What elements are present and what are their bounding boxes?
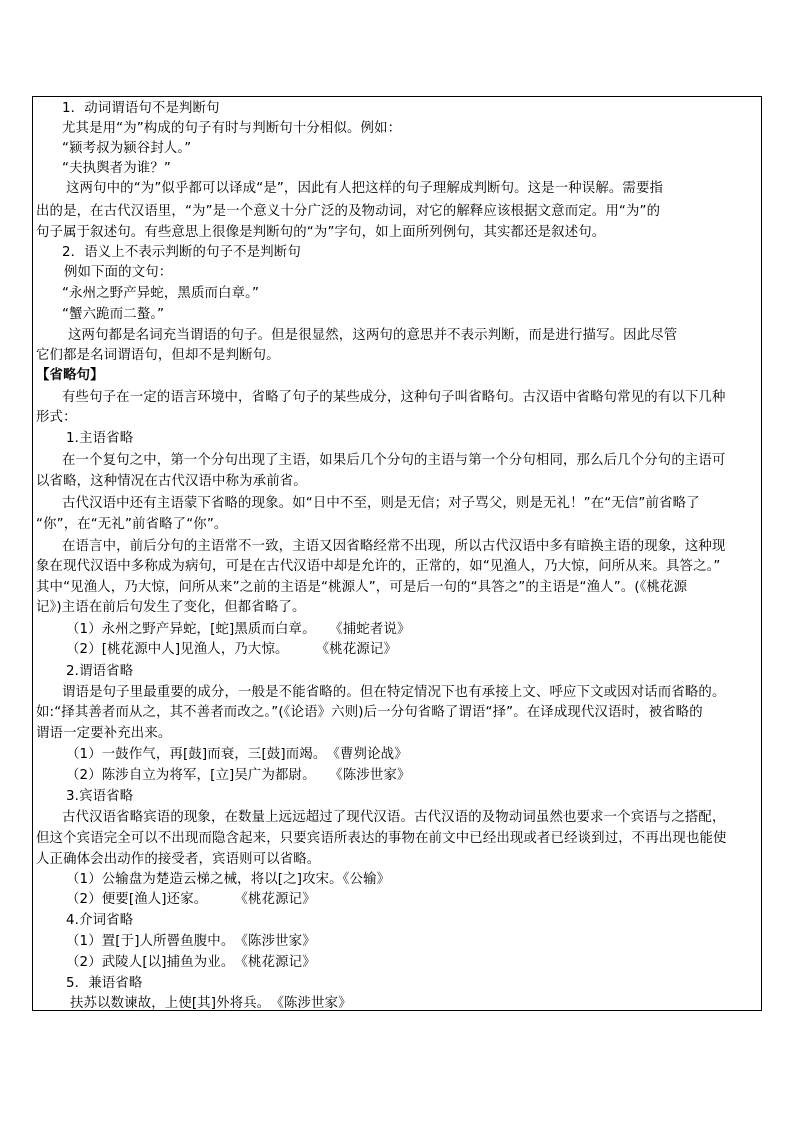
- paragraph-line: 这两句中的“为”似乎都可以译成“是”，因此有人把这样的句子理解成判断句。这是一种误解。需要指: [66, 181, 664, 196]
- subheading-preposition: 4.介词省略: [66, 913, 134, 928]
- example-quote: “颍考叔为颍谷封人。”: [62, 141, 192, 156]
- example-item: （2）陈涉自立为将军，[立]吴广为都尉。 《陈涉世家》: [66, 768, 411, 783]
- paragraph-line: 象在现代汉语中多称成为病句，可是在古代汉语中却是允许的，正常的，如“见渔人，乃大惊，问所从来。具答之。”: [36, 559, 721, 574]
- paragraph-line: 古代汉语中还有主语蒙下省略的现象。如“日中不至，则是无信；对子骂父，则是无礼！”在“无信”前省略了: [62, 496, 700, 511]
- paragraph-line: 形式：: [36, 410, 77, 425]
- paragraph-line: 但这个宾语完全可以不出现而隐含起来，只要宾语所表达的事物在前文中已经出现或者已经谈到过，不再出现也能使: [36, 831, 727, 846]
- paragraph-line: 古代汉语省略宾语的现象，在数量上远远超过了现代汉语。古代汉语的及物动词虽然也要求一个宾语与之搭配，: [62, 810, 726, 825]
- paragraph-line: 如:“择其善者而从之，其不善者而改之。”(《论语》六则)后一分句省略了谓语“择”。在译成现代汉语时，被省略的: [36, 705, 703, 720]
- paragraph-line: 在一个复句之中，第一个分句出现了主语，如果后几个分句的主语与第一个分句相同，那么后几个分句的主语可: [62, 453, 726, 468]
- example-item: （1）公输盘为楚造云梯之械，将以[之]攻宋。《公输》: [66, 872, 391, 887]
- example-item: （2）武陵人[以]捕鱼为业。 《桃花源记》: [66, 955, 316, 970]
- paragraph-line: 它们都是名词谓语句，但却不是判断句。: [36, 348, 280, 363]
- heading-semantic: 2．语义上不表示判断的句子不是判断句: [62, 245, 301, 260]
- heading-verb-predicate: 1．动词谓语句不是判断句: [62, 101, 220, 116]
- subheading-predicate: 2.谓语省略: [66, 664, 134, 679]
- subheading-subject: 1.主语省略: [66, 431, 134, 446]
- example-item: （2）[桃花源中人]见渔人，乃大惊。 《桃花源记》: [66, 642, 397, 657]
- subheading-pivot: 5．兼语省略: [66, 976, 143, 991]
- paragraph-line: 以省略，这种情况在古代汉语中称为承前省。: [36, 474, 307, 489]
- subheading-object: 3.宾语省略: [66, 789, 134, 804]
- paragraph-line: 出的是，在古代汉语里，“为”是一个意义十分广泛的及物动词，对它的解释应该根据文意而定。用“为”的: [36, 204, 661, 219]
- example-item: （1）一鼓作气，再[鼓]而衰，三[鼓]而竭。 《曹刿论战》: [66, 747, 408, 762]
- example-quote: “夫执舆者为谁？”: [62, 161, 171, 176]
- paragraph-line: 记》)主语在前后句发生了变化，但都省略了。: [36, 600, 306, 615]
- paragraph-line: 有些句子在一定的语言环境中，省略了句子的某些成分，这种句子叫省略句。古汉语中省略句常见的有以下几种: [62, 390, 726, 405]
- example-item: （1）永州之野产异蛇，[蛇]黑质而白章。 《捕蛇者说》: [66, 622, 411, 637]
- paragraph-line: 其中“见渔人，乃大惊，问所从来”之前的主语是“桃源人”，可是后一句的“具答之”的主语是“渔人”。(《桃花源: [36, 580, 688, 595]
- section-heading-ellipsis: 【省略句】: [36, 368, 104, 383]
- paragraph-line: 尤其是用“为”构成的句子有时与判断句十分相似。例如：: [62, 121, 402, 136]
- paragraph-line: 谓语是句子里最重要的成分，一般是不能省略的。但在特定情况下也有承接上文、呼应下文或因对话而省略的。: [62, 685, 726, 700]
- example-quote: “蟹六跪而二螯。”: [62, 307, 165, 322]
- paragraph-line: “你”，在“无礼”前省略了“你”。: [36, 517, 228, 532]
- paragraph-line: 在语言中，前后分句的主语常不一致，主语又因省略经常不出现，所以古代汉语中多有暗换主语的现象，这种现: [62, 539, 726, 554]
- paragraph-line: 例如下面的文句：: [64, 265, 173, 280]
- example-item: （2）便要[渔人]还家。 《桃花源记》: [66, 892, 316, 907]
- example-quote: “永州之野产异蛇，黑质而白章。”: [62, 286, 260, 301]
- paragraph-line: 人正确体会出动作的接受者，宾语则可以省略。: [36, 852, 321, 867]
- paragraph-line: 谓语一定要补充出来。: [36, 726, 172, 741]
- paragraph-line: 这两句都是名词充当谓语的句子。但是很显然，这两句的意思并不表示判断，而是进行描写。因此尽管: [68, 328, 678, 343]
- example-item: （1）置[于]人所罾鱼腹中。 《陈涉世家》: [66, 934, 316, 949]
- example-item: 扶苏以数谏故，上使[其]外将兵。 《陈涉世家》: [70, 996, 352, 1011]
- paragraph-line: 句子属于叙述句。有些意思上很像是判断句的“为”字句，如上面所列例句，其实都还是叙述句。: [36, 225, 606, 240]
